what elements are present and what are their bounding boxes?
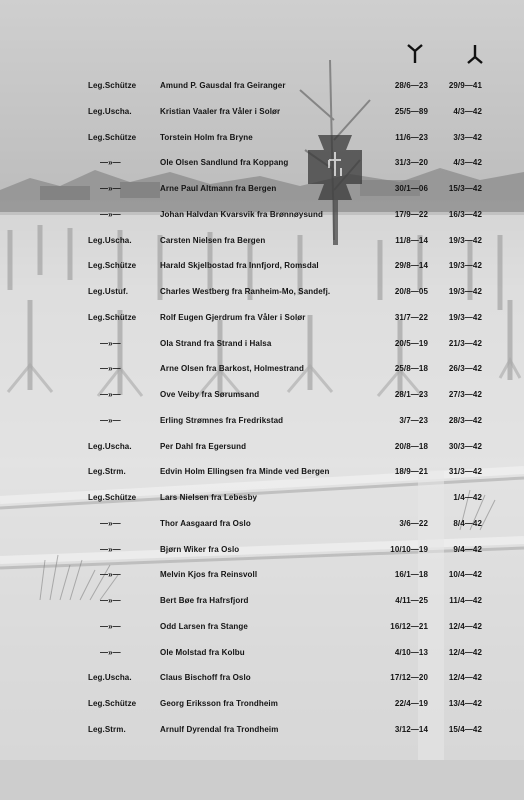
- death-date: 12/4—42: [448, 621, 482, 631]
- soldier-name: Ove Veiby fra Sørumsand: [160, 390, 260, 399]
- birth-date: 16/1—18: [394, 570, 428, 580]
- soldier-name: Erling Strømnes fra Fredrikstad: [160, 415, 284, 425]
- birth-date: 22/4—19: [394, 699, 428, 708]
- rank: —»—: [100, 184, 121, 193]
- rank: Leg.Ustuf.: [88, 287, 129, 296]
- list-item: [0, 334, 524, 360]
- soldier-name: Johan Halvdan Kvarsvik fra Brønnøysund: [160, 209, 323, 219]
- birth-date: 3/12—14: [394, 724, 428, 734]
- list-item: [0, 694, 524, 720]
- soldier-name: Charles Westberg fra Ranheim-Mo, Sandefj.: [160, 287, 331, 296]
- list-item: [0, 514, 524, 540]
- soldier-name: Per Dahl fra Egersund: [160, 441, 247, 451]
- list-item: [0, 437, 524, 463]
- death-date: 3/3—42: [453, 132, 482, 142]
- birth-date: 10/10—19: [390, 544, 428, 554]
- list-item: [0, 359, 524, 385]
- list-item: [0, 591, 524, 617]
- rank: —»—: [100, 570, 121, 580]
- soldier-name: Lars Nielsen fra Lebesby: [160, 493, 258, 502]
- rank: —»—: [100, 647, 121, 657]
- death-date: 30/3—42: [448, 441, 482, 451]
- list-item: [0, 231, 524, 257]
- rank: Leg.Uscha.: [88, 673, 132, 683]
- death-date: 27/3—42: [448, 390, 482, 399]
- list-item: [0, 205, 524, 231]
- soldier-name: Edvin Holm Ellingsen fra Minde ved Bergen: [160, 467, 330, 477]
- list-item: [0, 668, 524, 694]
- birth-date: 20/8—05: [394, 287, 428, 296]
- birth-date: 11/8—14: [395, 235, 428, 245]
- soldier-name: Bjørn Wiker fra Oslo: [160, 544, 240, 554]
- rank: —»—: [100, 596, 121, 605]
- birth-date: 31/7—22: [394, 312, 428, 322]
- rank: Leg.Schütze: [88, 81, 137, 90]
- rank: Leg.Schütze: [88, 261, 137, 271]
- list-item: [0, 540, 524, 566]
- birth-date: 4/10—13: [394, 647, 428, 657]
- column-symbols: [0, 44, 524, 72]
- birth-date: 30/1—06: [394, 184, 428, 193]
- list-item: [0, 308, 524, 334]
- list-item: [0, 128, 524, 154]
- soldier-name: Arne Paul Altmann fra Bergen: [160, 184, 277, 193]
- death-date: 19/3—42: [448, 261, 482, 271]
- list-item: [0, 102, 524, 128]
- soldier-name: Harald Skjelbostad fra Innfjord, Romsdal: [160, 261, 319, 271]
- death-date: 4/3—42: [453, 106, 482, 116]
- rank: Leg.Schütze: [88, 493, 137, 502]
- rank: —»—: [100, 415, 121, 425]
- death-rune-icon: [455, 44, 495, 64]
- birth-date: 18/9—21: [394, 467, 428, 477]
- list-item: [0, 643, 524, 669]
- list-item: [0, 617, 524, 643]
- death-date: 4/3—42: [453, 158, 482, 168]
- death-date: 19/3—42: [448, 235, 482, 245]
- list-item: [0, 565, 524, 591]
- death-date: 13/4—42: [448, 699, 482, 708]
- rank: —»—: [100, 544, 121, 554]
- death-date: 8/4—42: [453, 518, 482, 528]
- birth-date: 31/3—20: [394, 158, 428, 168]
- soldier-name: Rolf Eugen Gjerdrum fra Våler i Solør: [160, 312, 306, 322]
- soldier-name: Claus Bischoff fra Oslo: [160, 673, 251, 683]
- rank: —»—: [100, 518, 121, 528]
- soldier-name: Torstein Holm fra Bryne: [160, 132, 253, 142]
- rank: Leg.Uscha.: [88, 441, 132, 451]
- death-date: 10/4—42: [448, 570, 482, 580]
- rank: Leg.Schütze: [88, 132, 137, 142]
- birth-date: 20/5—19: [394, 338, 428, 348]
- death-date: 12/4—42: [448, 673, 482, 683]
- birth-date: 3/7—23: [399, 415, 428, 425]
- rank: —»—: [100, 390, 121, 399]
- rank: —»—: [100, 158, 121, 168]
- death-date: 12/4—42: [448, 647, 482, 657]
- rank: —»—: [100, 338, 121, 348]
- soldier-name: Ole Olsen Sandlund fra Koppang: [160, 158, 289, 168]
- birth-date: 11/6—23: [395, 132, 428, 142]
- list-item: [0, 488, 524, 514]
- birth-date: 20/8—18: [394, 441, 428, 451]
- birth-date: 16/12—21: [390, 621, 428, 631]
- birth-date: 28/1—23: [394, 390, 428, 399]
- birth-date: 17/12—20: [390, 673, 428, 683]
- death-date: 29/9—41: [448, 81, 482, 90]
- list-item: [0, 462, 524, 488]
- death-date: 21/3—42: [448, 338, 482, 348]
- rank: Leg.Strm.: [88, 724, 126, 734]
- soldier-name: Arnulf Dyrendal fra Trondheim: [160, 724, 279, 734]
- birth-date: 25/8—18: [394, 364, 428, 374]
- soldier-name: Kristian Vaaler fra Våler i Solør: [160, 106, 281, 116]
- birth-date: 3/6—22: [399, 518, 428, 528]
- rank: —»—: [100, 621, 121, 631]
- soldier-name: Bert Bøe fra Hafrsfjord: [160, 596, 249, 605]
- birth-date: 29/8—14: [394, 261, 428, 271]
- rank: Leg.Uscha.: [88, 235, 132, 245]
- death-date: 31/3—42: [448, 467, 482, 477]
- death-date: 19/3—42: [448, 312, 482, 322]
- list-item: [0, 76, 524, 102]
- soldier-name: Thor Aasgaard fra Oslo: [160, 518, 251, 528]
- rank: Leg.Strm.: [88, 467, 126, 477]
- rank: Leg.Schütze: [88, 312, 137, 322]
- birth-rune-icon: [395, 44, 435, 64]
- list-item: [0, 385, 524, 411]
- list-item: [0, 179, 524, 205]
- soldier-name: Georg Eriksson fra Trondheim: [160, 699, 278, 708]
- death-date: 19/3—42: [448, 287, 482, 296]
- list-item: [0, 256, 524, 282]
- soldier-name: Ola Strand fra Strand i Halsa: [160, 338, 272, 348]
- birth-date: 4/11—25: [395, 596, 428, 605]
- list-item: [0, 720, 524, 746]
- rank: Leg.Uscha.: [88, 106, 132, 116]
- death-date: 15/4—42: [448, 724, 482, 734]
- death-date: 15/3—42: [448, 184, 482, 193]
- rank: Leg.Schütze: [88, 699, 137, 708]
- death-date: 26/3—42: [448, 364, 482, 374]
- birth-date: 28/6—23: [394, 81, 428, 90]
- list-item: [0, 411, 524, 437]
- rank: —»—: [100, 364, 121, 374]
- death-date: 9/4—42: [453, 544, 482, 554]
- soldier-name: Odd Larsen fra Stange: [160, 621, 248, 631]
- death-date: 11/4—42: [449, 596, 482, 605]
- death-date: 1/4—42: [453, 493, 482, 502]
- soldier-name: Melvin Kjos fra Reinsvoll: [160, 570, 258, 580]
- list-item: [0, 153, 524, 179]
- birth-date: 25/5—89: [394, 106, 428, 116]
- death-date: 28/3—42: [448, 415, 482, 425]
- death-date: 16/3—42: [448, 209, 482, 219]
- list-item: [0, 282, 524, 308]
- birth-date: 17/9—22: [394, 209, 428, 219]
- soldier-name: Carsten Nielsen fra Bergen: [160, 235, 266, 245]
- soldier-name: Arne Olsen fra Barkost, Holmestrand: [160, 364, 304, 374]
- fallen-soldiers-list: [0, 76, 524, 746]
- soldier-name: Ole Molstad fra Kolbu: [160, 647, 245, 657]
- soldier-name: Amund P. Gausdal fra Geiranger: [160, 81, 286, 90]
- rank: —»—: [100, 209, 121, 219]
